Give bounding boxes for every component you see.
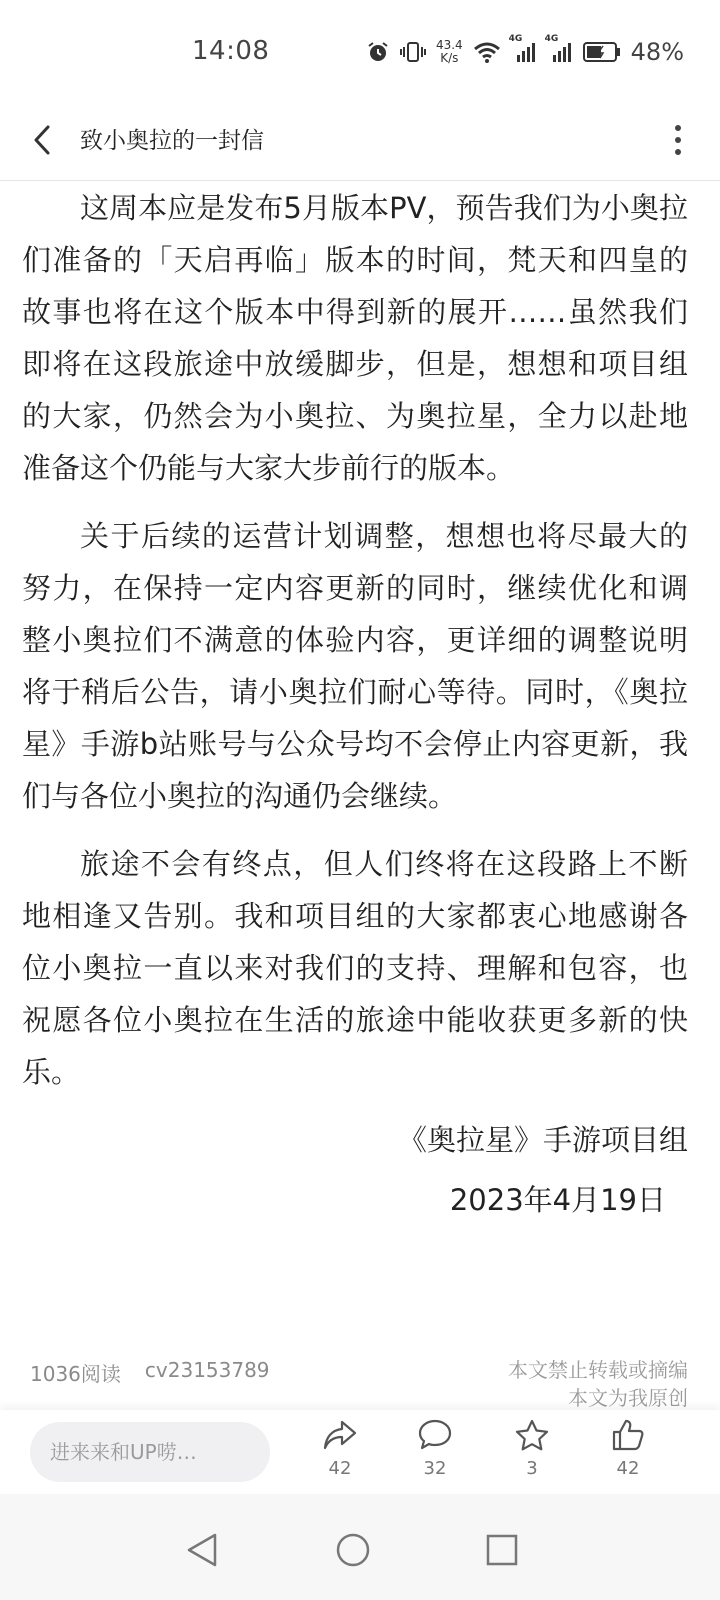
article-paragraph-3: 旅途不会有终点，但人们终将在这段路上不断地相逢又告别。我和项目组的大家都衷心地感谢各位小奥拉一直以来对我们的支持、理解和包容，也祝愿各位小奥拉在生活的旅途中能收获更多新的快乐。 xyxy=(22,847,688,1089)
comment-count: 32 xyxy=(423,1458,447,1479)
like-count: 42 xyxy=(616,1458,640,1479)
status-time: 14:08 xyxy=(192,36,270,66)
article-paragraph-2: 关于后续的运营计划调整，想想也将尽最大的努力，在保持一定内容更新的同时，继续优化和调整小奥拉们不满意的体验内容，更详细的调整说明将于稍后公告，请小奥拉们耐心等待。同时，《奥拉星》手游b站账号与公众号均不会停止内容更新，我们与各位小奥拉的沟通仍会继续。 xyxy=(22,519,688,813)
article-body xyxy=(22,182,688,1226)
status-bar xyxy=(0,0,720,100)
nav-home-button[interactable] xyxy=(323,1520,383,1580)
network-type-label-1: 4G xyxy=(508,34,523,44)
signal-strength-icon-2 xyxy=(544,34,573,64)
triangle-back-icon xyxy=(185,1532,219,1568)
like-button[interactable] xyxy=(593,1418,663,1479)
favorite-button[interactable] xyxy=(497,1418,567,1479)
comment-input[interactable] xyxy=(30,1422,270,1482)
article-paragraph-1: 这周本应是发布5月版本PV，预告我们为小奥拉们准备的「天启再临」版本的时间，梵天和四皇的故事也将在这个版本中得到新的展开……虽然我们即将在这段旅途中放缓脚步，但是，想想和项目组的大家，仍然会为小奥拉、为奥拉星，全力以赴地准备这个仍能与大家大步前行的版本。 xyxy=(22,191,688,485)
copyright-notice xyxy=(508,1356,688,1410)
network-speed xyxy=(436,39,463,65)
star-icon xyxy=(514,1418,550,1452)
square-recents-icon xyxy=(485,1533,519,1567)
thumbs-up-icon xyxy=(610,1418,646,1452)
share-icon xyxy=(322,1418,358,1452)
comment-button[interactable] xyxy=(400,1418,470,1479)
network-type-label-2: 4G xyxy=(544,34,559,44)
article-signature: 《奥拉星》手游项目组 xyxy=(397,1123,688,1157)
alarm-icon xyxy=(366,40,390,64)
network-speed-unit: K/s xyxy=(440,51,459,65)
share-count: 42 xyxy=(328,1458,352,1479)
system-navigation-bar xyxy=(0,1494,720,1600)
original-notice: 本文为我原创 xyxy=(568,1386,688,1410)
vibrate-icon xyxy=(400,40,426,64)
nav-back-button[interactable] xyxy=(172,1520,232,1580)
battery-saver-icon xyxy=(583,41,621,63)
signal-strength-icon-1 xyxy=(508,34,537,64)
bottom-action-bar xyxy=(0,1410,720,1494)
network-speed-value: 43.4 xyxy=(435,38,463,52)
comment-icon xyxy=(417,1418,453,1452)
nav-recents-button[interactable] xyxy=(472,1520,532,1580)
back-button[interactable] xyxy=(22,118,62,162)
read-count: 1036阅读 xyxy=(30,1362,121,1386)
page-title: 致小奥拉的一封信 xyxy=(80,128,264,154)
more-vertical-icon xyxy=(674,124,682,156)
wifi-icon xyxy=(473,40,501,64)
article-date: 2023年4月19日 xyxy=(449,1183,666,1217)
back-arrow-icon xyxy=(32,124,52,156)
more-options-button[interactable] xyxy=(666,120,690,160)
article-id: cv23153789 xyxy=(144,1358,270,1382)
article-meta xyxy=(30,1358,270,1387)
battery-percent: 48% xyxy=(630,38,684,66)
article-header xyxy=(0,100,720,181)
share-button[interactable] xyxy=(305,1418,375,1479)
favorite-count: 3 xyxy=(526,1458,538,1479)
circle-home-icon xyxy=(335,1532,371,1568)
status-icons xyxy=(366,34,684,70)
reprint-prohibited-notice: 本文禁止转载或摘编 xyxy=(508,1358,688,1382)
